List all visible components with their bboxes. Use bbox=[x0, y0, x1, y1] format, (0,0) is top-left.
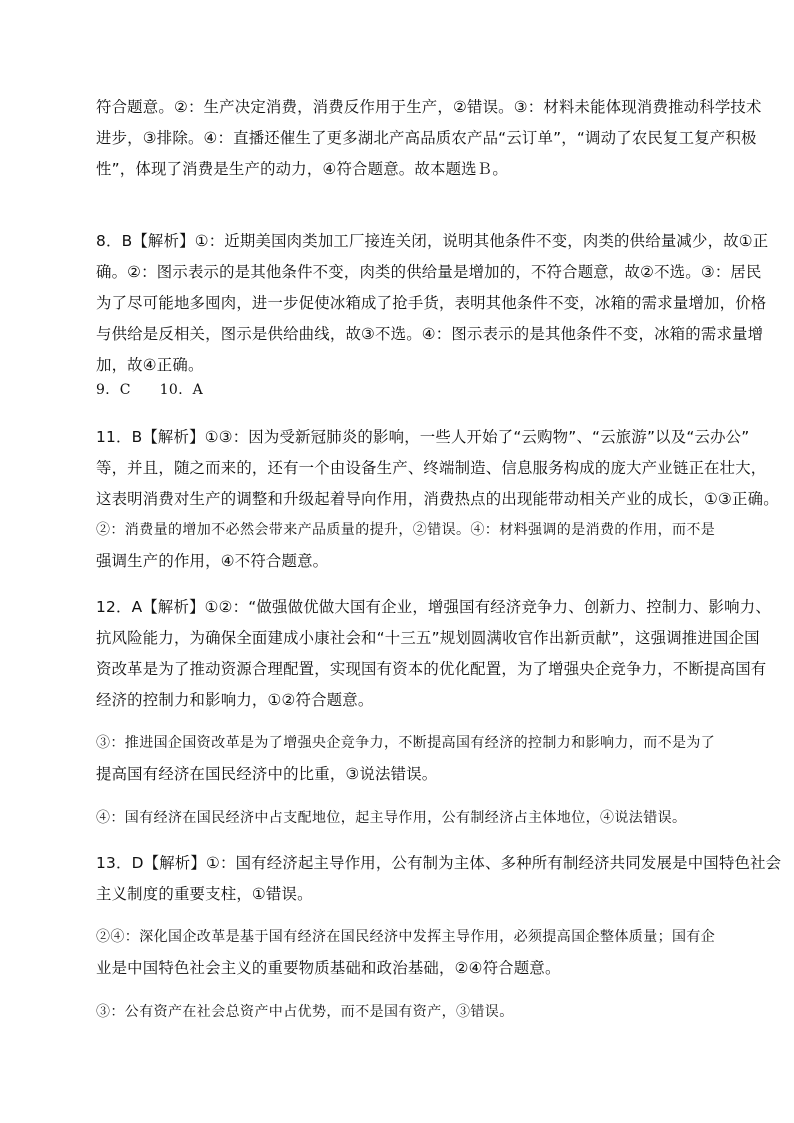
paragraph-q11 bbox=[96, 422, 779, 577]
text-line: 8．B【解析】①：近期美国肉类加工厂接连关闭，说明其他条件不变，肉类的供给量减少，故①正 bbox=[96, 232, 769, 250]
text-line: 11．B【解析】①③：因为受新冠肺炎的影响，一些人开始了“云购物”、“云旅游”以及“云办公” bbox=[96, 428, 750, 446]
text-line: 为了尽可能地多囤肉，进一步促使冰箱成了抢手货，表明其他条件不变，冰箱的需求量增加，价格 bbox=[96, 294, 767, 312]
text-line: 强调生产的作用，④不符合题意。 bbox=[96, 552, 329, 570]
text-line: 加，故④正确。 bbox=[96, 356, 204, 374]
paragraph-q13-point3 bbox=[96, 997, 708, 1028]
text-line: 确。②：图示表示的是其他条件不变，肉类的供给量是增加的，不符合题意，故②不选。③：居民 bbox=[96, 263, 762, 281]
paragraph-q8 bbox=[96, 226, 769, 381]
text-line: 13．D【解析】①：国有经济起主导作用，公有制为主体、多种所有制经济共同发展是中国特色社会 bbox=[96, 854, 782, 872]
text-line: 经济的控制力和影响力，①②符合题意。 bbox=[96, 691, 374, 709]
text-line: 提高国有经济在国民经济中的比重，③说法错误。 bbox=[96, 765, 438, 783]
paragraph-q13 bbox=[96, 848, 782, 910]
paragraph-q9-q10 bbox=[96, 375, 708, 406]
text-line: 性”，体现了消费是生产的动力，④符合题意。故本题选Ｂ。 bbox=[96, 160, 508, 178]
text-line: 这表明消费对生产的调整和升级起着导向作用，消费热点的出现能带动相关产业的成长，①③正确。 bbox=[96, 490, 779, 508]
text-line: 与供给是反相关，图示是供给曲线，故③不选。④：图示表示的是其他条件不变，冰箱的需求量增 bbox=[96, 325, 764, 343]
paragraph-q12-point4 bbox=[96, 803, 708, 834]
text-line: ③：推进国企国资改革是为了增强央企竞争力，不断提高国有经济的控制力和影响力，而不是为了 bbox=[96, 735, 716, 751]
paragraph-q12-point3 bbox=[96, 728, 716, 790]
text-line: ②：消费量的增加不必然会带来产品质量的提升，②错误。④：材料强调的是消费的作用，而不是 bbox=[96, 522, 716, 538]
text-line: 主义制度的重要支柱，①错误。 bbox=[96, 885, 313, 903]
paragraph-q12 bbox=[96, 592, 771, 716]
text-line: 资改革是为了推动资源合理配置，实现国有资本的优化配置，为了增强央企竞争力，不断提高国有 bbox=[96, 660, 767, 678]
paragraph-q13-point24 bbox=[96, 922, 716, 984]
text-line: ③：公有资产在社会总资产中占优势，而不是国有资产，③错误。 bbox=[96, 1004, 514, 1020]
text-line: 12．A【解析】①②：“做强做优做大国有企业，增强国有经济竞争力、创新力、控制力、影响力、 bbox=[96, 598, 771, 616]
text-line: 9．C 10．A bbox=[96, 382, 204, 398]
text-line: 进步，③排除。④：直播还催生了更多湖北产高品质农产品“云订单”，“调动了农民复工复产积极 bbox=[96, 129, 757, 147]
paragraph-q7-continuation bbox=[96, 92, 762, 185]
text-line: 符合题意。②：生产决定消费，消费反作用于生产，②错误。③：材料未能体现消费推动科学技术 bbox=[96, 98, 762, 116]
text-line: 等，并且，随之而来的，还有一个由设备生产、终端制造、信息服务构成的庞大产业链正在壮大， bbox=[96, 459, 767, 477]
text-line: ④：国有经济在国民经济中占支配地位，起主导作用，公有制经济占主体地位，④说法错误。 bbox=[96, 810, 687, 826]
text-line: 业是中国特色社会主义的重要物质基础和政治基础，②④符合题意。 bbox=[96, 959, 561, 977]
text-line: ②④：深化国企改革是基于国有经济在国民经济中发挥主导作用，必须提高国企整体质量；国有企 bbox=[96, 929, 716, 945]
text-line: 抗风险能力，为确保全面建成小康社会和“十三五”规划圆满收官作出新贡献”，这强调推进国企国 bbox=[96, 629, 760, 647]
